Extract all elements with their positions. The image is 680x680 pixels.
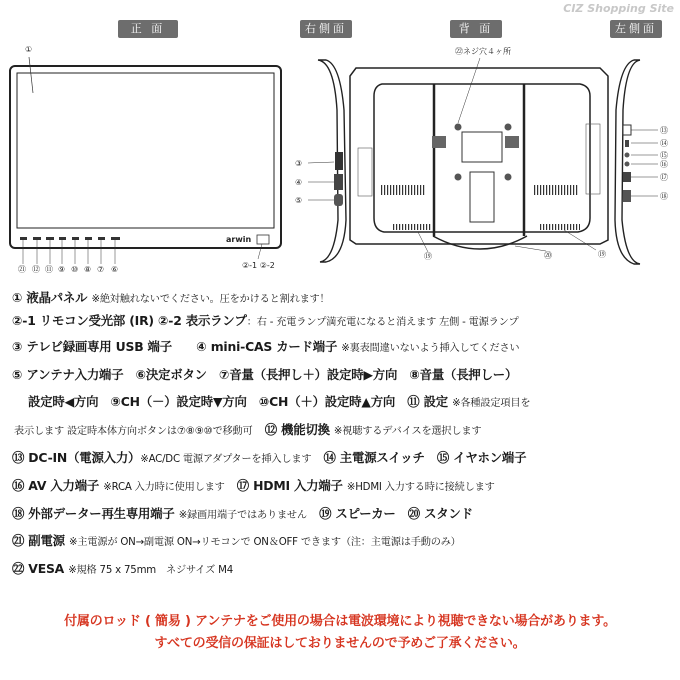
right-label-5: ⑤ — [295, 196, 303, 205]
spec-line-11: ㉒ VESA ※規格 75 x 75mm ネジサイズ M4 — [12, 561, 234, 576]
notice-line-1: 付属のロッド ( 簡易 ) アンテナをご使用の場合は電波環境により視聴できない場合があります。 — [64, 614, 616, 629]
brand-logo: arwin — [226, 235, 252, 244]
header-back: 背 面 — [450, 20, 502, 38]
header-right: 右側面 — [300, 20, 352, 38]
back-label-19a: ⑲ — [424, 252, 432, 261]
left-label-13: ⑬ — [660, 126, 668, 135]
left-label-17: ⑰ — [660, 173, 668, 182]
header-left: 左側面 — [610, 20, 662, 38]
front-label-12: ⑫ — [32, 265, 40, 274]
front-label-21: ㉑ — [18, 265, 26, 274]
front-label-7: ⑦ — [97, 265, 105, 274]
front-panel-label: ① — [25, 45, 33, 54]
product-diagram — [0, 0, 680, 280]
spec-line-3: ③ テレビ録画専用 USB 端子 ④ mini-CAS カード端子 ※裏表間違いないよう挿入してください — [12, 339, 520, 354]
spec-line-5: 設定時◀方向 ⑨CH（－）設定時▼方向 ⑩CH（＋）設定時▲方向 ⑪ 設定 ※各種設定項目を — [28, 394, 531, 409]
front-label-9: ⑨ — [58, 265, 66, 274]
spec-line-1: ① 液晶パネル ※絶対触れないでください。圧をかけると割れます！ — [12, 290, 330, 305]
right-label-3: ③ — [295, 159, 303, 168]
left-label-14: ⑭ — [660, 139, 668, 148]
watermark: CIZ Shopping Site — [563, 2, 674, 15]
ir-lamp-labels: ②-1 ②-2 — [242, 261, 275, 270]
right-side-view — [295, 60, 346, 262]
front-view — [10, 45, 281, 274]
notice-line-2: すべての受信の保証はしておりませんので予めご了承ください。 — [154, 636, 526, 651]
front-label-11: ⑪ — [45, 265, 53, 274]
back-label-19b: ⑲ — [598, 250, 606, 259]
spec-line-7: ⑬ DC-IN（電源入力）※AC/DC 電源アダプターを挿入します ⑭ 主電源スイッチ ⑮ イヤホン端子 — [12, 450, 527, 465]
left-side-view — [615, 60, 668, 264]
front-label-6: ⑥ — [111, 265, 119, 274]
spec-line-6: 表示します 設定時本体方向ボタンは⑦⑧⑨⑩で移動可 ⑫ 機能切換 ※視聴するデバイスを選択します — [14, 422, 482, 437]
back-label-20: ⑳ — [544, 251, 552, 260]
back-view — [350, 46, 608, 261]
spec-line-2: ②-1 リモコン受光部 (IR) ②-2 表示ランプ：右 - 充電ランプ満充電になると消えます 左側 - 電源ランプ — [12, 313, 519, 328]
front-label-10: ⑩ — [71, 265, 79, 274]
spec-line-4: ⑤ アンテナ入力端子 ⑥決定ボタン ⑦音量（長押し＋）設定時▶方向 ⑧音量（長押しー） — [12, 367, 518, 382]
vesa-callout: ㉒ネジ穴４ヶ所 — [455, 47, 511, 56]
spec-line-9: ⑱ 外部データー再生専用端子 ※録画用端子ではありません ⑲ スピーカー ⑳ スタンド — [12, 506, 473, 521]
spec-line-10: ㉑ 副電源 ※主電源が ON→副電源 ON→リモコンで ON＆OFF できます（注：主電源は手動のみ） — [12, 533, 461, 548]
spec-line-8: ⑯ AV 入力端子 ※RCA 入力時に使用します ⑰ HDMI 入力端子 ※HDMI 入力する時に接続します — [12, 478, 495, 493]
left-label-16: ⑯ — [660, 160, 668, 169]
right-label-4: ④ — [295, 178, 303, 187]
left-label-15: ⑮ — [660, 151, 668, 160]
left-label-18: ⑱ — [660, 192, 668, 201]
header-front: 正 面 — [118, 20, 178, 38]
front-label-8: ⑧ — [84, 265, 92, 274]
